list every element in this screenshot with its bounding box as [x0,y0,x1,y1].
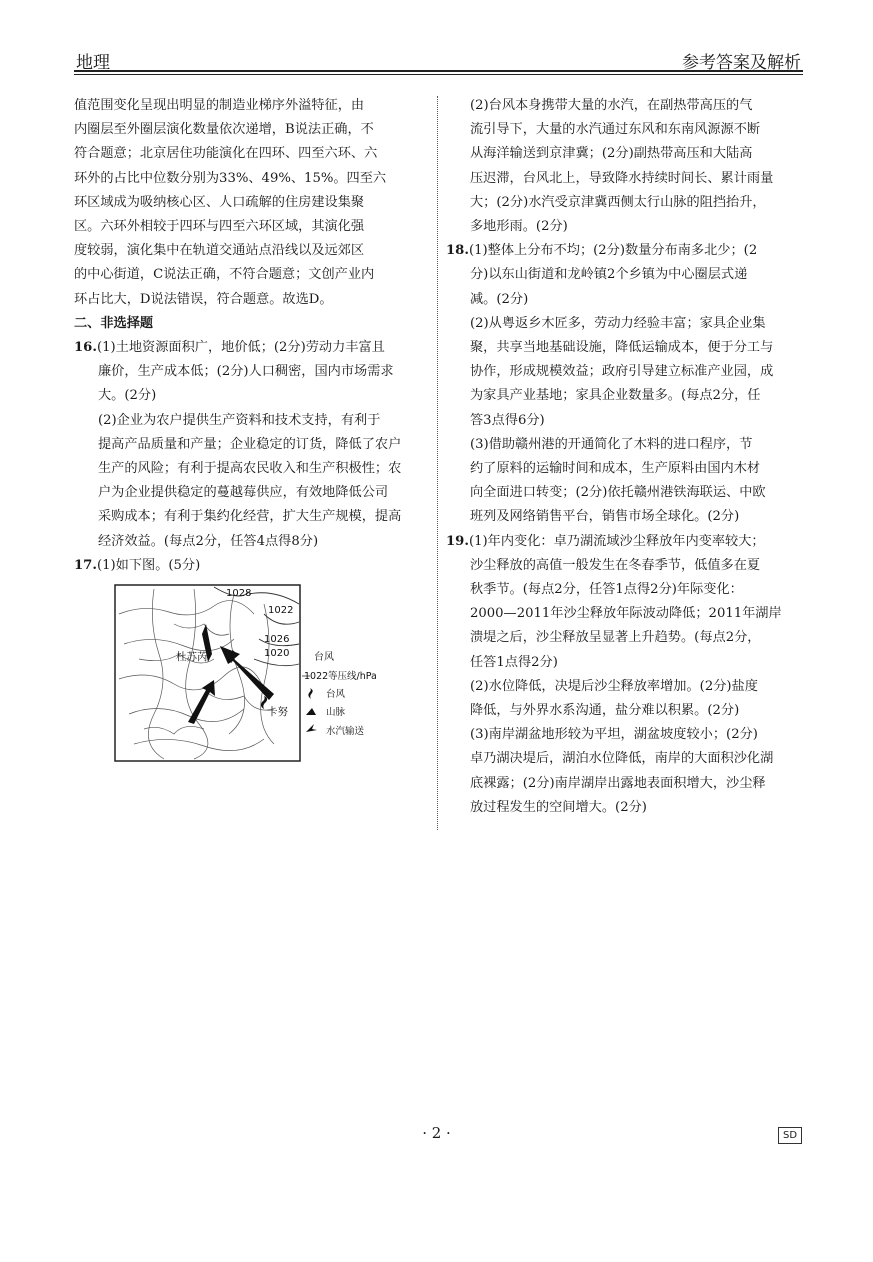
text-line: (2)台风本身携带大量的水汽，在副热带高压的气 [470,98,753,113]
legend-typhoon-icon [308,688,312,699]
text-line: (2)水位降低，决堤后沙尘释放率增加。(2分)盐度 [470,678,758,694]
legend-vapor: 水汽输送 [326,726,365,738]
text-line: 班列及网络销售平台，销售市场全球化。(2分) [470,509,740,525]
weather-map [114,584,388,762]
text-line: 户为企业提供稳定的蔓越莓供应，有效地降低公司 [98,485,389,501]
legend-isobar-value: 1022 [304,671,329,683]
answer-title: 参考答案及解析 [682,53,801,73]
page-header [76,40,801,73]
subject-title: 地理 [76,53,110,73]
question-17-number: 17. [74,557,97,573]
text-line: 的中心街道，C说法正确，不符合题意；文创产业内 [74,267,375,283]
isobar-label: 1028 [226,588,252,600]
text-line: 卓乃湖决堤后，湖泊水位降低，南岸的大面积沙化湖 [470,751,774,767]
weather-map-figure [114,584,388,762]
isobar-label: 1026 [264,634,290,646]
edition-badge: SD [778,1127,802,1144]
text-line: (1)如下图。(5分) [96,557,201,573]
legend-vapor-icon [306,724,317,732]
page-number: · 2 · [422,1124,451,1142]
question-16-number: 16. [74,340,97,356]
text-line: 协作，形成规模效益；政府引导建立标准产业园，成 [470,364,774,380]
question-17-line [74,554,434,578]
header-rule [74,70,803,72]
text-line: 答3点得6分) [470,412,545,428]
legend-typhoon: 台风 [326,689,346,701]
place-label: 杜苏芮 [176,651,208,664]
text-line: 值范围变化呈现出明显的制造业梯序外溢特征，由 [74,98,365,113]
text-line: 提高产品质量和产量；企业稳定的订货，降低了农户 [98,436,402,452]
text-line: (1)土地资源面积广，地价低；(2分)劳动力丰富且 [96,340,385,356]
column-divider [437,96,438,830]
text-line: 环外的占比中位数分别为33%、49%、15%。四至六 [74,170,387,186]
question-19-line [446,530,806,554]
text-line: 沙尘释放的高值一般发生在冬春季节，低值多在夏 [470,557,761,573]
isobar-label: 1020 [264,648,290,660]
text-line: 区。六环外相较于四环与四至六环区域，其演化强 [74,219,365,235]
text-line: 环区域成为吸纳核心区、人口疏解的住房建设集聚 [74,194,365,210]
text-line: 内圈层至外圈层演化数量依次递增，B说法正确，不 [74,122,374,138]
left-column [74,94,434,762]
text-line: 约了原料的运输时间和成本，生产原料由国内木材 [470,461,761,477]
right-column [446,94,806,820]
text-line: (3)南岸湖盆地形较为平坦，湖盆坡度较小；(2分) [470,727,758,743]
text-line: 降低，与外界水系沟通，盐分难以积累。(2分) [470,703,740,719]
text-line: 从海洋输送到京津冀；(2分)副热带高压和大陆高 [470,146,753,162]
text-line: 压迟滞，台风北上，导致降水持续时间长、累计雨量 [470,170,774,186]
text-line: 符合题意；北京居住功能演化在四环、四至六环、六 [74,146,378,162]
text-line: (3)借助赣州港的开通简化了木料的进口程序，节 [470,436,753,452]
legend-title: 台风 [314,652,334,664]
text-line: (1)年内变化：卓乃湖流域沙尘释放年内变率较大； [468,533,765,549]
text-line: 放过程发生的空间增大。(2分) [470,799,647,815]
isobar-label: 1022 [268,605,294,617]
text-line: (2)从粤返乡木匠多，劳动力经验丰富；家具企业集 [470,315,766,331]
text-line: 多地形雨。(2分) [470,219,568,235]
text-line: (1)整体上分布不均；(2分)数量分布南多北少；(2 [468,243,758,259]
text-line: 底裸露；(2分)南岸湖岸出露地表面积增大，沙尘释 [470,775,766,791]
question-16-line [74,336,434,360]
text-line: 大。(2分) [98,388,157,404]
text-line: 大；(2分)水汽受京津冀西侧太行山脉的阻挡抬升， [470,194,766,210]
text-line: 度较弱，演化集中在轨道交通站点沿线以及远郊区 [74,243,365,259]
question-18-number: 18. [446,243,469,259]
question-18-line [446,239,806,263]
text-line: 2000—2011年沙尘释放年际波动降低；2011年湖岸 [470,606,782,622]
text-line: 向全面进口转变；(2分)依托赣州港铁海联运、中欧 [470,485,766,501]
text-line: 聚，共享当地基础设施，降低运输成本，便于分工与 [470,340,774,356]
legend-mountain-icon [306,708,316,715]
text-line: (2)企业为农户提供生产资料和技术支持，有利于 [98,412,381,428]
text-line: 秋季节。(每点2分，任答1点得2分)年际变化： [470,582,743,598]
text-line: 流引导下，大量的水汽通过东风和东南风源源不断 [470,122,761,138]
question-19-number: 19. [446,533,469,549]
text-line: 任答1点得2分) [470,654,558,670]
text-line: 为家具产业基地；家具企业数量多。(每点2分，任 [470,388,761,404]
text-line: 经济效益。(每点2分，任答4点得8分) [98,533,319,549]
section-title: 二、非选择题 [74,315,154,331]
text-line: 环占比大，D说法错误，符合题意。故选D。 [74,291,333,307]
text-line: 减。(2分) [470,291,529,307]
text-line: 采购成本；有利于集约化经营，扩大生产规模，提高 [98,509,402,525]
text-line: 生产的风险；有利于提高农民收入和生产积极性；农 [98,461,402,477]
header-rule-thin [74,74,803,75]
legend-isobar-text: 等压线/hPa [328,671,377,683]
text-line: 分)以东山街道和龙岭镇2个乡镇为中心圈层式递 [470,267,748,283]
text-line: 廉价，生产成本低；(2分)人口稠密，国内市场需求 [98,364,394,380]
text-line: 溃堤之后，沙尘释放呈显著上升趋势。(每点2分， [470,630,761,646]
place-label: 卡努 [267,706,288,719]
legend-mountain: 山脉 [326,707,346,719]
